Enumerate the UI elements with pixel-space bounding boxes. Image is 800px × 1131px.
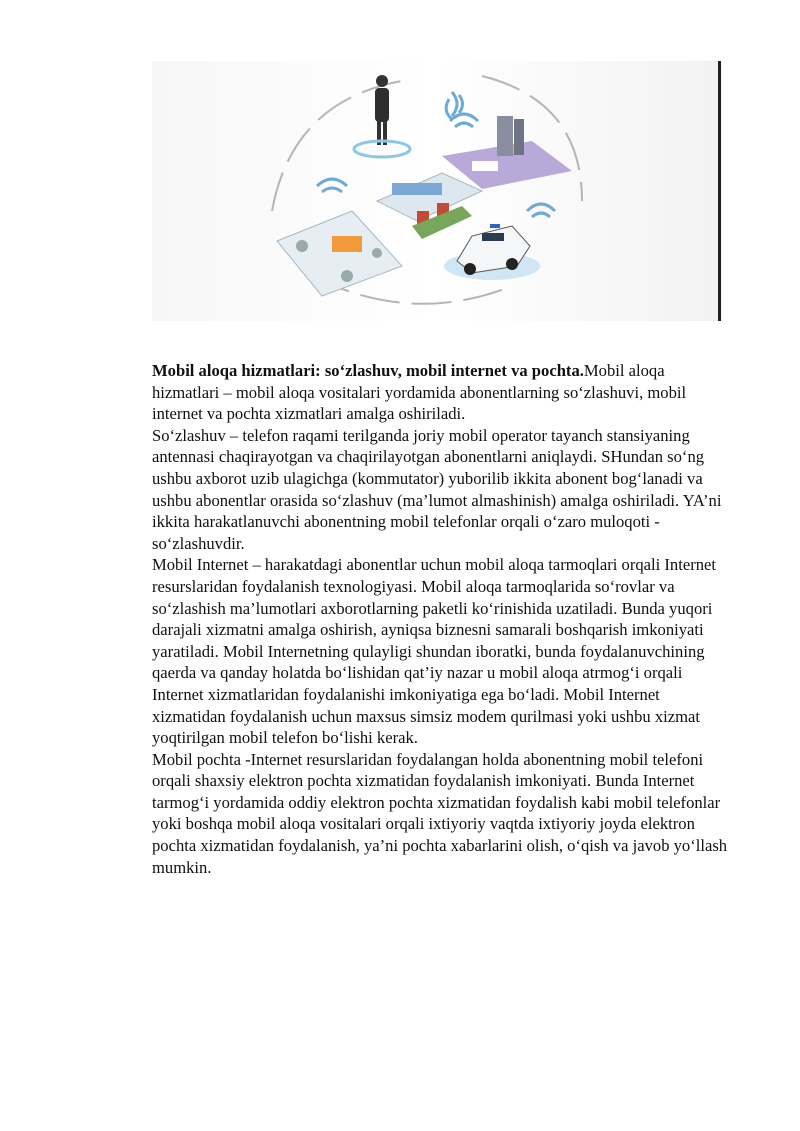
paragraph-text: Mobil aloqa hizmatlari – mobil aloqa vositalari yordamida abonentlarning so‘zlashuvi, mobil internet va pochta xizmatlari amalga oshiriladi. <box>152 361 687 424</box>
document-body <box>152 360 732 878</box>
network-illustration-svg <box>152 61 722 321</box>
section-title: Mobil aloqa hizmatlari: so‘zlashuv, mobil internet va pochta. <box>152 361 584 380</box>
paragraph-mobile-mail: Mobil pochta -Internet resurslaridan foydalangan holda abonentning mobil telefoni orqali shaxsiy elektron pochta xizmatidan foydalanish imkoniyati. Bunda Internet tarmog‘i yordamida oddiy elektron pochta xizmatidan foydalish kabi mobil telefonlar yoki boshqa mobil aloqa vositalari orqali ixtiyoriy vaqtda ixtiyoriy joyda elektron pochta xizmatidan foydalanish, ya’ni pochta xabarlarini olish, o‘qish va javob yo‘llash mumkin. <box>152 749 728 877</box>
network-illustration <box>152 61 722 321</box>
paragraph-mobile-services <box>152 360 732 425</box>
paragraph-mobile-internet: Mobil Internet – harakatdagi abonentlar uchun mobil aloqa tarmoqlari orqali Internet resurslaridan foydalanish texnologiyasi. Mobil aloqa tarmoqlarida so‘rovlar va so‘zlashish ma’lumotlari axborotlarning paketli ko‘rinishida uzatiladi. Bunda yuqori darajali xizmatni amalga oshirish, ayniqsa biznesni samarali boshqarish imkoniyati yaratiladi. Mobil Internetning qulayligi shundan iboratki, bunda foydalanuvchining qaerda va qanday holatda bo‘lishidan qat’iy nazar u mobil aloqa atrmog‘i orqali Internet xizmatlaridan foydalanishi imkoniyatiga ega bo‘ladi. Mobil Internet xizmatidan foydalanish uchun maxsus simsiz modem qurilmasi yoki ushbu xizmat yoqtirilgan mobil telefon bo‘lishi kerak. <box>152 555 716 748</box>
paragraph-conversation: So‘zlashuv – telefon raqami terilganda joriy mobil operator tayanch stansiyaning antennasi chaqirayotgan va chaqirilayotgan abonentlarni aniqlaydi. SHundan so‘ng ushbu axborot uzib ulagichga (kommutator) yuborilib ikkita abonent bog‘lanadi va ushbu abonentlar orasida so‘zlashuv (ma’lumot almashinish) amalga oshiriladi. YA’ni ikkita harakatlanuvchi abonentning mobil telefonlar orqali o‘zaro muloqoti - so‘zlashuvdir. <box>152 425 722 553</box>
